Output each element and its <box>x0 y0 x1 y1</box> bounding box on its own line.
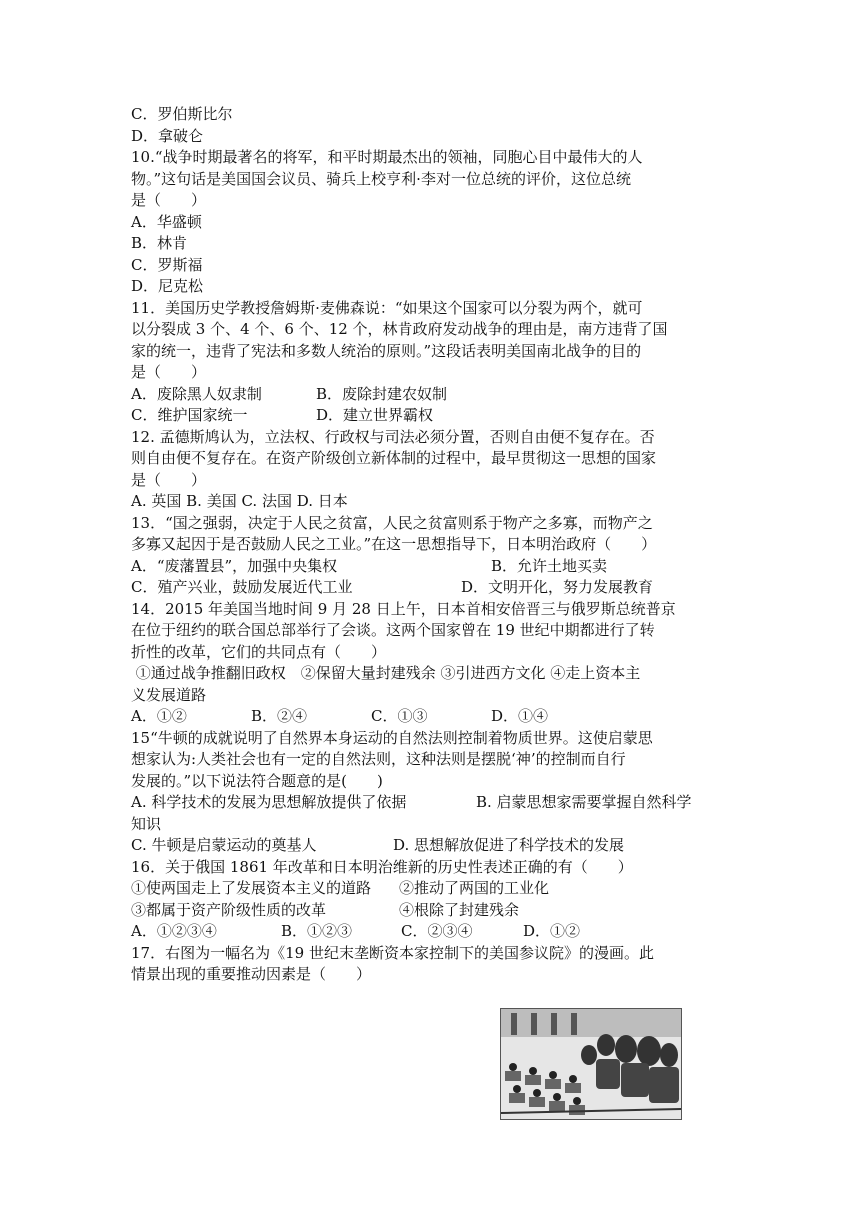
q14-option-d: D．①④ <box>491 707 549 725</box>
q15-options-row-1 <box>131 792 731 814</box>
text-line: 15“牛顿的成就说明了自然界本身运动的自然法则控制着物质世界。这使启蒙思 <box>131 728 653 747</box>
q11-option-d: D．建立世界霸权 <box>316 406 434 424</box>
q12-options: A. 英国 B. 美国 C. 法国 D. 日本 <box>131 492 348 510</box>
text-line: 情景出现的重要推动因素是（ ） <box>131 965 372 983</box>
text-line: 是（ ） <box>131 470 207 489</box>
exam-page <box>131 104 731 986</box>
q16-options <box>131 921 731 943</box>
q15-option-b: B. 启蒙思想家需要掌握自然科学 <box>476 793 692 811</box>
text-line: 16．关于俄国 1861 年改革和日本明治维新的历史性表述正确的有（ ） <box>131 857 633 876</box>
q14-option-b: B．②④ <box>251 707 308 725</box>
text-line: 想家认为:人类社会也有一定的自然法则，这种法则是摆脱‘神’的控制而自行 <box>131 750 626 768</box>
q16-items-row-2 <box>131 900 731 922</box>
text-line: C．罗伯斯比尔 <box>131 105 233 123</box>
text-line: D．拿破仑 <box>131 126 204 145</box>
text-line: 13．“国之强弱，决定于人民之贫富，人民之贫富则系于物产之多寡，而物产之 <box>131 513 653 532</box>
q15-option-d: D. 思想解放促进了科学技术的发展 <box>393 836 625 854</box>
cartoon-illustration-icon <box>501 1009 681 1119</box>
q13-option-a: A．“废藩置县”，加强中央集权 <box>131 556 338 575</box>
text-line: 折性的改革，它们的共同点有（ ） <box>131 642 387 661</box>
q11-option-a: A．废除黑人奴隶制 <box>131 384 262 403</box>
text-line: A．华盛顿 <box>131 212 202 231</box>
text-line: 17．右图为一幅名为《19 世纪末垄断资本家控制下的美国参议院》的漫画。此 <box>131 943 654 962</box>
text-line: 10.“战争时期最著名的将军，和平时期最杰出的领袖，同胞心目中最伟大的人 <box>131 148 643 166</box>
text-line: 以分裂成 3 个、4 个、6 个、12 个，林肯政府发动战争的理由是，南方违背了国 <box>131 320 668 338</box>
q15-options-row-2 <box>131 835 731 857</box>
q16-option-c: C．②③④ <box>401 922 473 940</box>
text-line: 12. 孟德斯鸠认为，立法权、行政权与司法必须分置，否则自由便不复存在。否 <box>131 427 655 446</box>
text-line: 多寡又起因于是否鼓励人民之工业。”在这一思想指导下，日本明治政府（ ） <box>131 535 657 553</box>
q11-option-b: B．废除封建农奴制 <box>316 384 448 403</box>
q16-option-d: D．①② <box>523 922 581 940</box>
q16-items-row-1 <box>131 878 731 900</box>
q14-option-c: C．①③ <box>371 707 428 725</box>
q16-option-a: A．①②③④ <box>131 922 217 940</box>
q15-option-c: C. 牛顿是启蒙运动的奠基人 <box>131 836 317 854</box>
text-line: 14．2015 年美国当地时间 9 月 28 日上午，日本首相安倍晋三与俄罗斯总统普京 <box>131 599 676 618</box>
text-line: D．尼克松 <box>131 277 204 295</box>
q13-options-row-1 <box>131 556 731 578</box>
q15-option-a: A. 科学技术的发展为思想解放提供了依据 <box>131 793 407 811</box>
text-line: 11．美国历史学教授詹姆斯·麦佛森说：“如果这个国家可以分裂为两个，就可 <box>131 298 643 317</box>
q16-option-b: B．①②③ <box>281 922 353 940</box>
text-line: C．罗斯福 <box>131 255 203 274</box>
q14-option-a: A．①② <box>131 707 187 725</box>
q16-item-2: ②推动了两国的工业化 <box>399 879 550 897</box>
text-line: 义发展道路 <box>131 685 207 704</box>
q14-options <box>131 706 731 728</box>
senate-cartoon-image <box>500 1008 682 1120</box>
text-line: 发展的。”以下说法符合题意的是( ) <box>131 771 383 790</box>
text-line: 物。”这句话是美国国会议员、骑兵上校亨利·李对一位总统的评价，这位总统 <box>131 169 631 188</box>
q16-item-4: ④根除了封建残余 <box>399 900 520 919</box>
q13-options-row-2 <box>131 577 731 599</box>
q13-option-d: D．文明开化，努力发展教育 <box>461 578 654 596</box>
q15-option-b-continued: 知识 <box>131 814 162 833</box>
q11-options-row-2 <box>131 405 731 427</box>
text-line: ①通过战争推翻旧政权 ②保留大量封建残余 ③引进西方文化 ④走上资本主 <box>131 664 641 682</box>
text-line: B．林肯 <box>131 234 188 252</box>
text-line: 是（ ） <box>131 363 207 381</box>
q11-options-row-1 <box>131 384 731 406</box>
text-line: 家的统一，违背了宪法和多数人统治的原则。”这段话表明美国南北战争的目的 <box>131 341 642 360</box>
q13-option-c: C．殖产兴业，鼓励发展近代工业 <box>131 578 353 596</box>
q11-option-c: C．维护国家统一 <box>131 406 248 424</box>
text-line: 则自由便不复存在。在资产阶级创立新体制的过程中，最早贯彻这一思想的国家 <box>131 449 657 467</box>
text-line: 是（ ） <box>131 191 207 209</box>
q16-item-1: ①使两国走上了发展资本主义的道路 <box>131 879 372 897</box>
q13-option-b: B．允许土地买卖 <box>491 556 608 575</box>
text-line: 在位于纽约的联合国总部举行了会谈。这两个国家曾在 19 世纪中期都进行了转 <box>131 621 655 639</box>
q16-item-3: ③都属于资产阶级性质的改革 <box>131 900 327 919</box>
